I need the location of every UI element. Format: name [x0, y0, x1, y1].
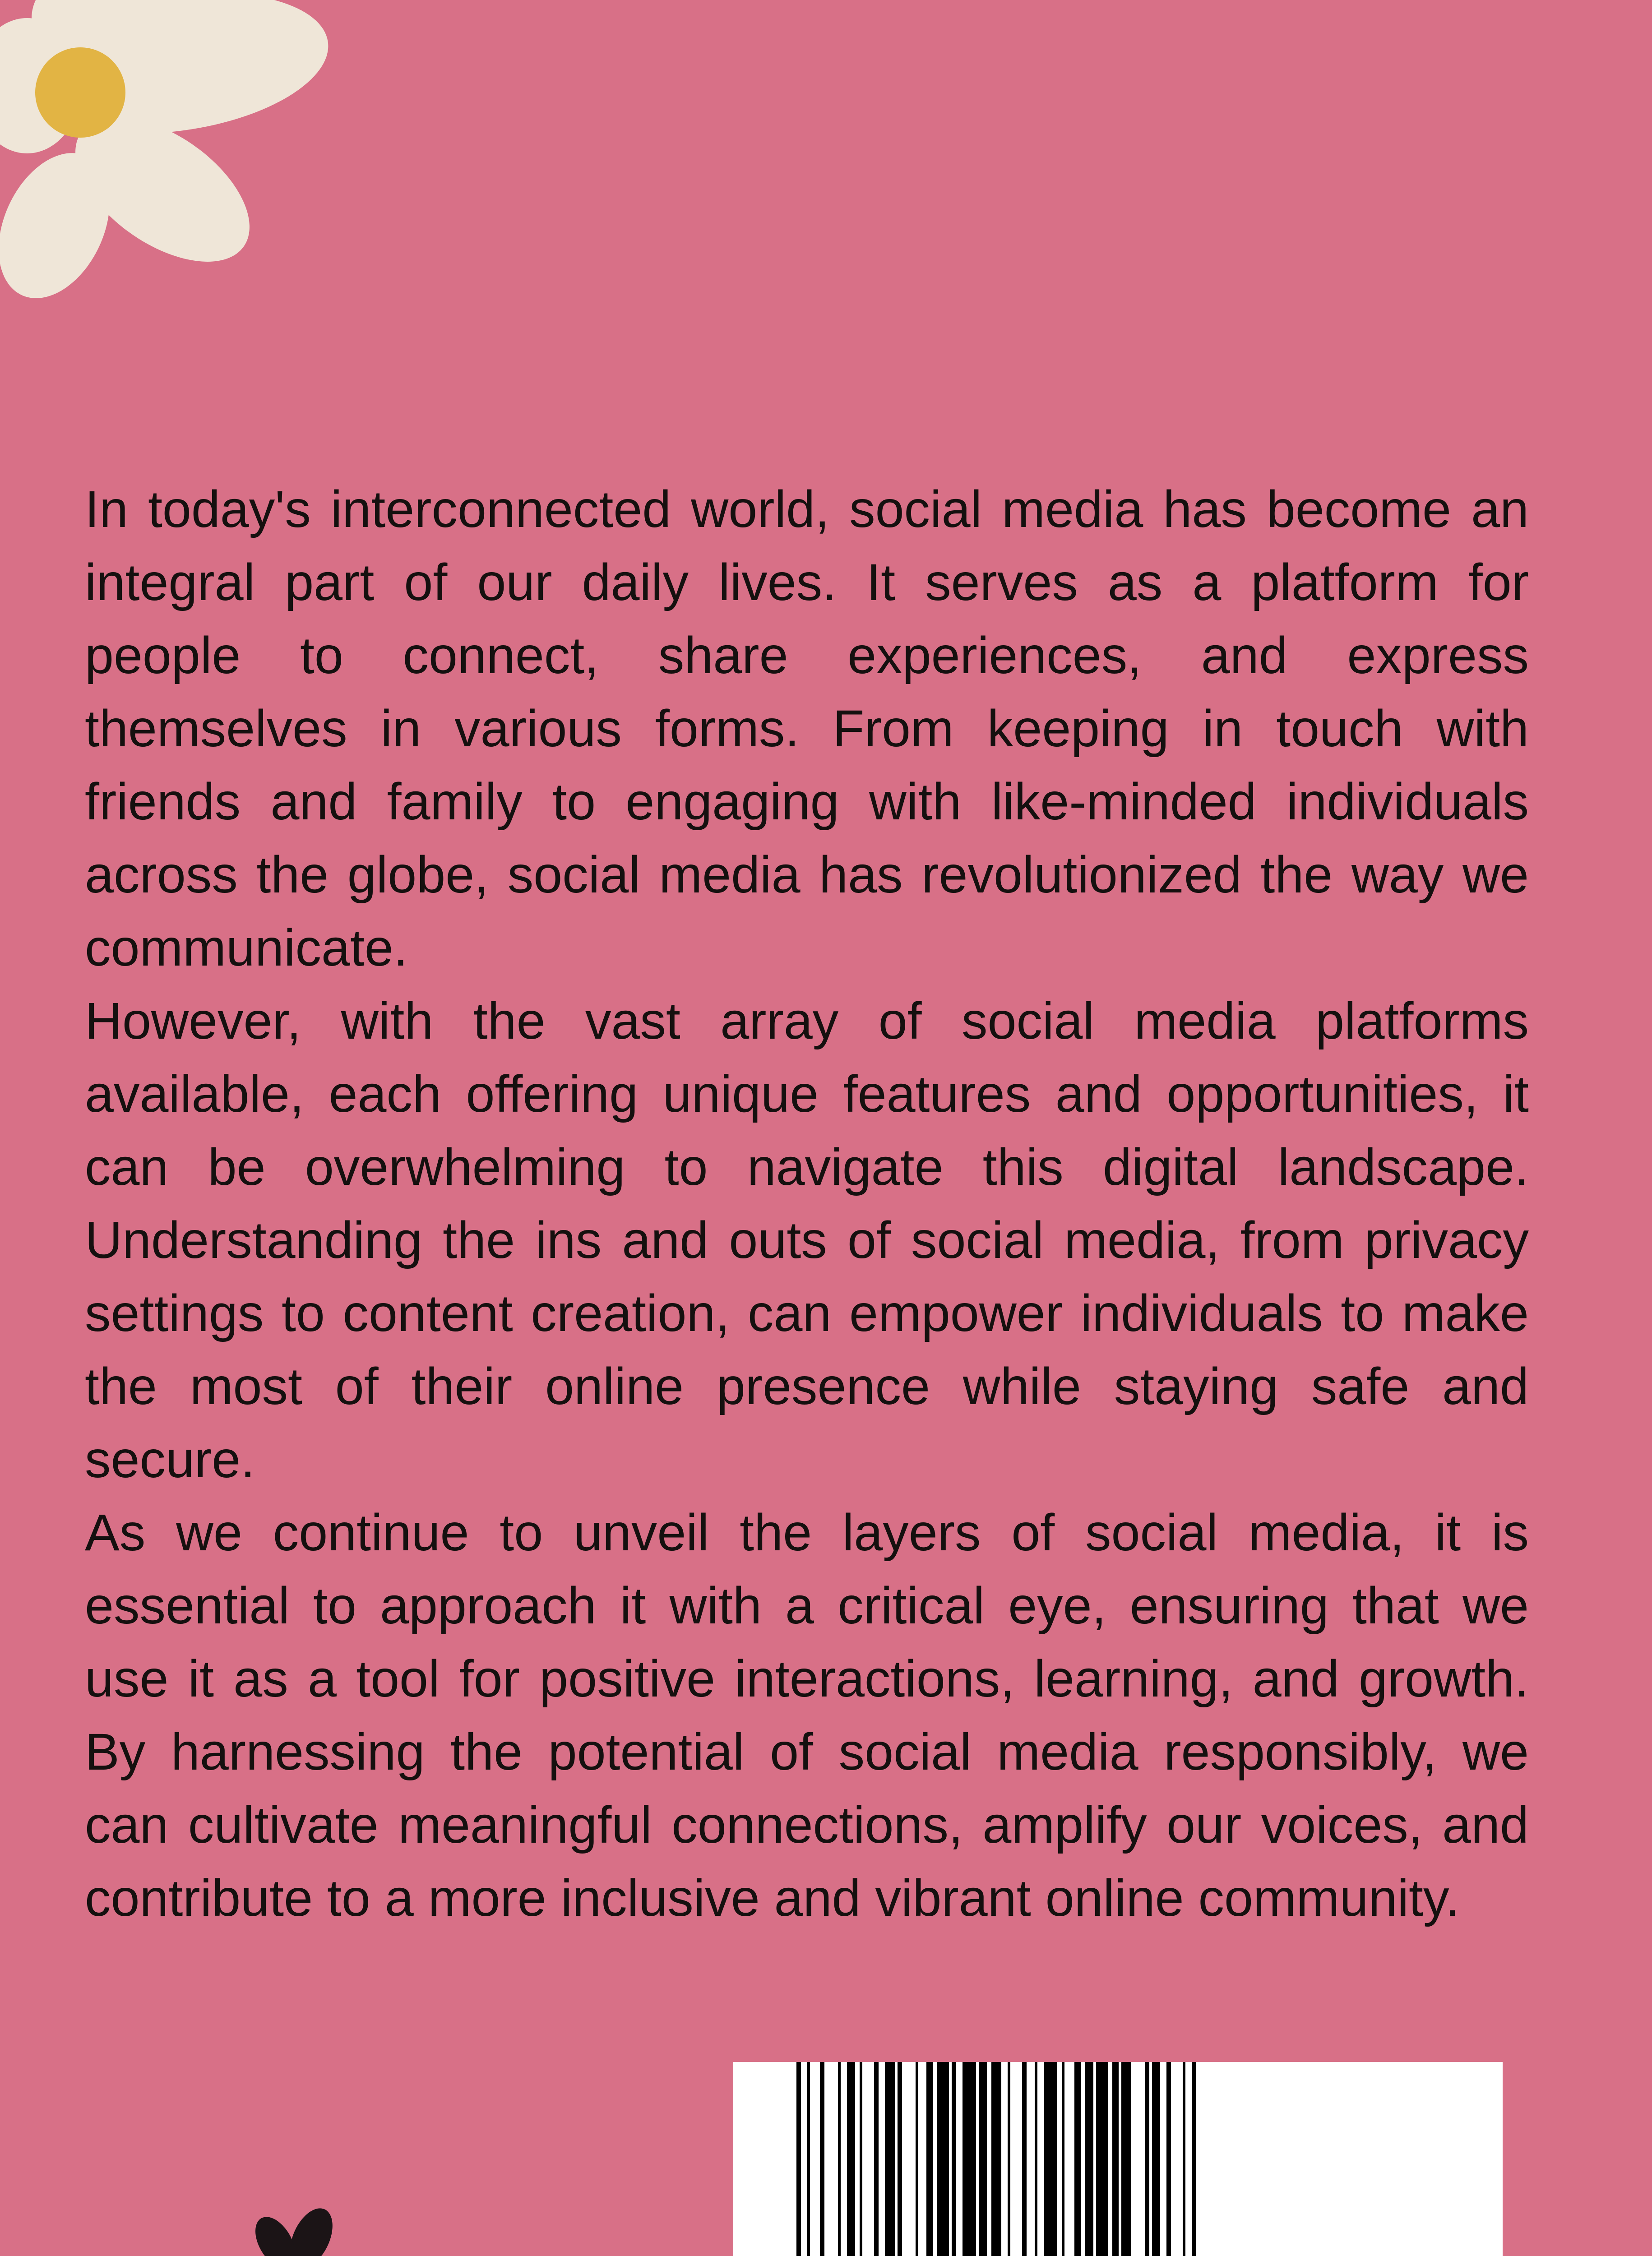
barcode-bars: [733, 2062, 1503, 2256]
barcode-bar: [1183, 2062, 1185, 2256]
barcode-bar: [820, 2062, 824, 2256]
blurb-paragraph-2: However, with the vast array of social media platforms available, each offering unique features and opportunities, it can be overwhelming to navigate this digital landscape. Understanding the ins and outs of social media, from privacy settings to content creation, can empower individuals to make the most of their online presence while staying safe and secure.: [85, 992, 1529, 1489]
barcode-bar: [807, 2062, 810, 2256]
barcode-bar: [1008, 2062, 1010, 2256]
blurb-paragraph-1: In today's interconnected world, social media has become an integral part of our daily lives. It serves as a platform for people to connect, share experiences, and express themselves in various forms. From keeping in touch with friends and family to engaging with like-minded individuals across the globe, social media has revolutionized the way we communicate.: [85, 481, 1529, 977]
barcode-bar: [991, 2062, 1001, 2256]
barcode-bar: [1152, 2062, 1160, 2256]
blurb-paragraph-3: As we continue to unveil the layers of social media, it is essential to approach it with a critical eye, ensuring that we use it as a tool for positive interactions, learning, and growth. By harnessing the potential of social media responsibly, we can cultivate meaningful connections, amplify our voices, and contribute to a more inclusive and vibrant online community.: [85, 1504, 1529, 1927]
leafy-branch-icon: [0, 2179, 361, 2256]
isbn-barcode: [733, 2062, 1503, 2256]
barcode-bar: [1044, 2062, 1057, 2256]
barcode-bar: [937, 2062, 949, 2256]
barcode-bar: [1112, 2062, 1119, 2256]
barcode-bar: [838, 2062, 841, 2256]
daisy-flower-icon: [0, 0, 334, 298]
barcode-bar: [796, 2062, 801, 2256]
barcode-bar: [979, 2062, 987, 2256]
barcode-bar: [926, 2062, 933, 2256]
barcode-bar: [1192, 2062, 1196, 2256]
barcode-bar: [874, 2062, 879, 2256]
barcode-bar: [1096, 2062, 1108, 2256]
barcode-bar: [1121, 2062, 1131, 2256]
back-cover-blurb: [85, 473, 1529, 1935]
barcode-bar: [1035, 2062, 1037, 2256]
barcode-bar: [1022, 2062, 1027, 2256]
barcode-bar: [916, 2062, 918, 2256]
barcode-bar: [1085, 2062, 1093, 2256]
barcode-bar: [1166, 2062, 1171, 2256]
barcode-bar: [847, 2062, 855, 2256]
barcode-bar: [860, 2062, 862, 2256]
barcode-bar: [898, 2062, 902, 2256]
barcode-bar: [1145, 2062, 1149, 2256]
barcode-bar: [1062, 2062, 1064, 2256]
barcode-bar: [963, 2062, 976, 2256]
barcode-bar: [885, 2062, 895, 2256]
barcode-bar: [1074, 2062, 1081, 2256]
barcode-bar: [952, 2062, 956, 2256]
